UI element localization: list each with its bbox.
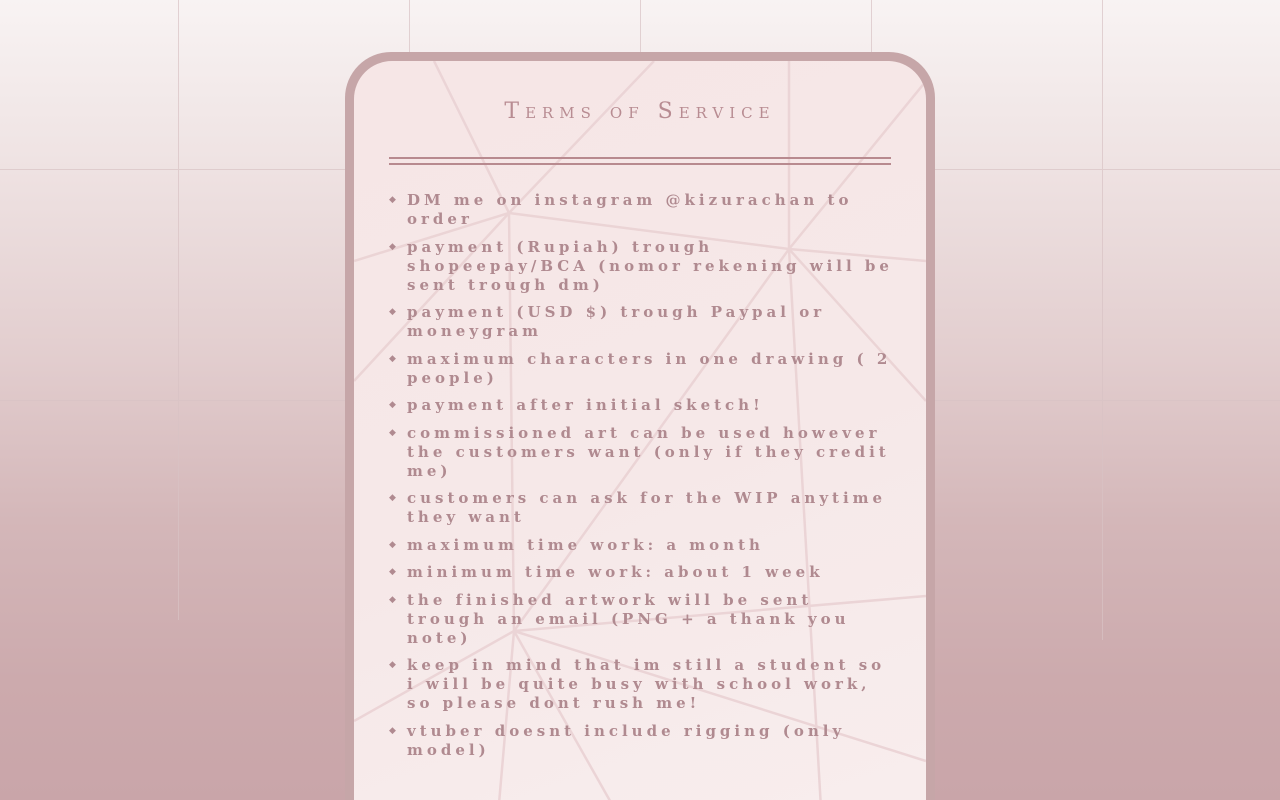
diamond-bullet-icon: ◆ xyxy=(389,539,396,550)
term-item xyxy=(389,536,894,555)
term-item xyxy=(389,424,894,481)
term-text: commissioned art can be used however the customers want (only if they credit me) xyxy=(407,423,890,480)
term-text: customers can ask for the WIP anytime they want xyxy=(407,489,887,526)
diamond-bullet-icon: ◆ xyxy=(389,400,396,410)
term-item xyxy=(389,591,894,648)
term-text: the finished artwork will be sent trough an email (PNG + a thank you note) xyxy=(407,590,850,647)
diamond-bullet-icon: ◆ xyxy=(389,725,396,736)
term-text: vtuber doesnt include rigging (only model) xyxy=(407,721,846,759)
term-item xyxy=(389,563,894,582)
term-text: maximum time work: a month xyxy=(407,535,764,554)
diamond-bullet-icon: ◆ xyxy=(389,307,396,317)
term-item xyxy=(389,350,894,388)
term-item xyxy=(389,489,894,527)
tos-card xyxy=(354,61,926,800)
diamond-bullet-icon: ◆ xyxy=(389,567,396,577)
term-text: payment (Rupiah) trough shopeepay/BCA (nomor rekening will be sent trough dm) xyxy=(407,237,893,294)
diamond-bullet-icon: ◆ xyxy=(389,427,396,438)
term-text: maximum characters in one drawing ( 2 people) xyxy=(407,349,892,387)
diamond-bullet-icon: ◆ xyxy=(389,195,396,205)
term-item xyxy=(389,396,894,415)
term-text: minimum time work: about 1 week xyxy=(407,563,824,581)
page-title: Terms of Service xyxy=(504,99,776,124)
diamond-bullet-icon: ◆ xyxy=(389,594,396,605)
term-item xyxy=(389,238,894,295)
diamond-bullet-icon: ◆ xyxy=(389,353,396,364)
term-item xyxy=(389,656,894,713)
diamond-bullet-icon: ◆ xyxy=(389,493,396,503)
title-divider xyxy=(389,157,891,165)
diamond-bullet-icon: ◆ xyxy=(389,660,396,670)
terms-list xyxy=(389,191,894,768)
diamond-bullet-icon: ◆ xyxy=(389,241,396,252)
term-item xyxy=(389,191,894,229)
term-item xyxy=(389,303,894,341)
term-text: keep in mind that im still a student so i will be quite busy with school work, so please dont rush me! xyxy=(407,656,886,712)
term-text: DM me on instagram @kizurachan to order xyxy=(407,191,853,228)
term-text: payment (USD $) trough Paypal or moneygram xyxy=(407,303,826,340)
term-text: payment after initial sketch! xyxy=(407,396,764,414)
term-item xyxy=(389,722,894,760)
